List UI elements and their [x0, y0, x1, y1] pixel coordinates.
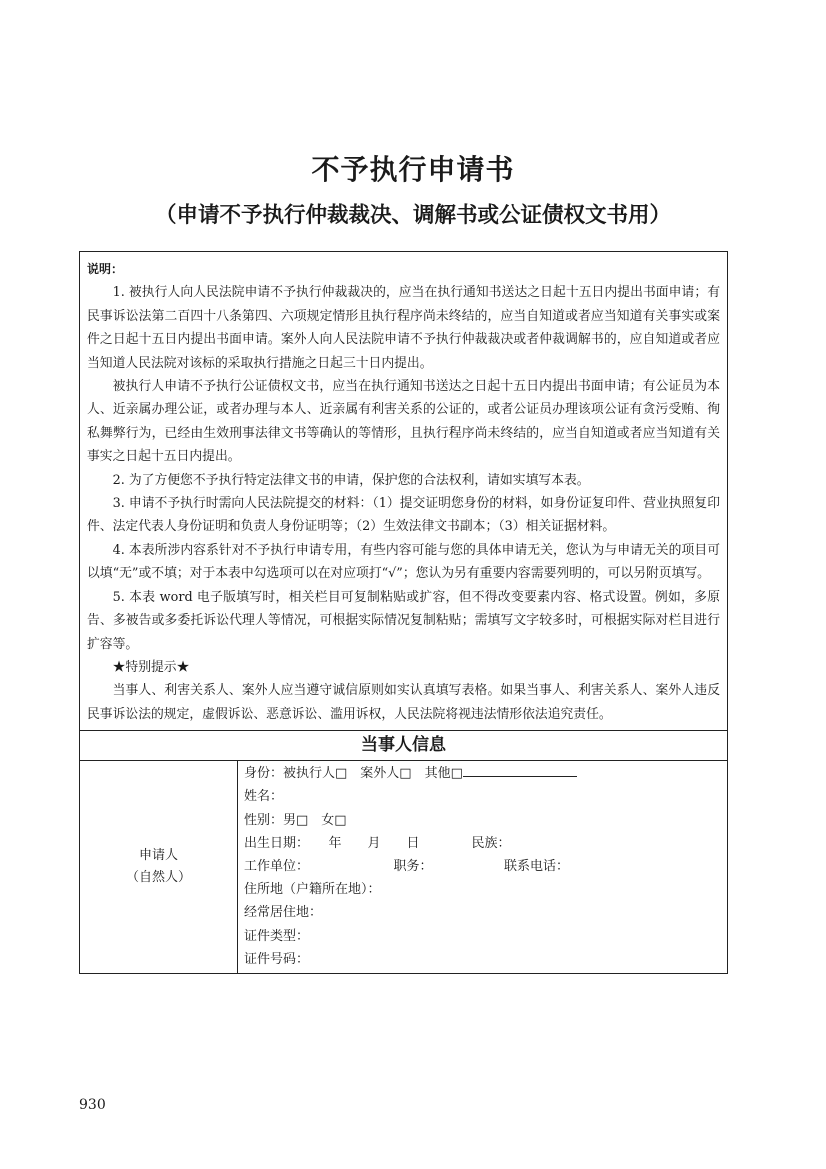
- domicile-field[interactable]: 住所地（户籍所在地）：: [244, 882, 381, 898]
- other-identity-blank[interactable]: [463, 764, 577, 777]
- special-notice-text: 当事人、利害关系人、案外人应当遵守诚信原则如实认真填写表格。如果当事人、利害关系人、案外人违反民事诉讼法的规定，虚假诉讼、恶意诉讼、滥用诉权，人民法院将视违法情形依法追究责任。: [87, 683, 720, 722]
- party-info-heading: 当事人信息: [80, 731, 727, 761]
- document-subtitle: （申请不予执行仲裁裁决、调解书或公证债权文书用）: [154, 203, 671, 228]
- applicant-label-type: （自然人）: [125, 870, 191, 886]
- special-notice-heading: ★特别提示★: [112, 659, 190, 675]
- instruction-paragraph: 1. 被执行人向人民法院申请不予执行仲裁裁决的，应当在执行通知书送达之日起十五日内提出书面申请；有民事诉讼法第二百四十八条第四、六项规定情形且执行程序尚未终结的，应当自知道或者应当知道有关事实或案件之日起十五日内提出书面申请。案外人向人民法院申请不予执行仲裁裁决或者仲裁调解书的，应自知道或者应当知道人民法院对该标的采取执行措施之日起三十日内提出。: [87, 285, 720, 371]
- instruction-paragraph: 5. 本表 word 电子版填写时，相关栏目可复制粘贴或扩容，但不得改变要素内容、格式设置。例如，多原告、多被告或多委托诉讼代理人等情况，可根据实际情况复制粘贴；需填写文字较多时，可根据实际对栏目进行扩容等。: [87, 589, 720, 652]
- identity-field[interactable]: [244, 762, 727, 785]
- document-title: 不予执行申请书: [311, 153, 515, 186]
- instructions-section: [80, 252, 727, 731]
- instructions-heading: 说明：: [87, 262, 124, 276]
- employer-position-phone-field[interactable]: 工作单位： 职务： 联系电话：: [244, 858, 570, 874]
- birth-date-ethnicity-field[interactable]: 出生日期： 年 月 日 民族：: [244, 835, 511, 851]
- instruction-paragraph: 被执行人申请不予执行公证债权文书，应当在执行通知书送达之日起十五日内提出书面申请；有公证员为本人、近亲属办理公证，或者办理与本人、近亲属有利害关系的公证的，或者公证员办理该项公证有贪污受贿、徇私舞弊行为，已经由生效刑事法律文书等确认的等情形，且执行程序尚未终结的，应当自知道或者应当知道有关事实之日起十五日内提出。: [87, 379, 720, 465]
- instruction-paragraph: 2. 为了方便您不予执行特定法律文书的申请，保护您的合法权利，请如实填写本表。: [112, 472, 590, 488]
- applicant-natural-person-row: [80, 761, 727, 973]
- instruction-paragraph: 3. 申请不予执行时需向人民法院提交的材料：（1）提交证明您身份的材料，如身份证复印件、营业执照复印件、法定代表人身份证明和负责人身份证明等；（2）生效法律文书副本；（3）相关证据材料。: [87, 496, 720, 535]
- applicant-fields: [238, 761, 727, 973]
- gender-field[interactable]: 性别：男□ 女□: [244, 812, 347, 828]
- application-form: [79, 251, 728, 974]
- applicant-label-title: 申请人: [138, 848, 178, 864]
- id-type-field[interactable]: 证件类型：: [244, 928, 310, 944]
- habitual-residence-field[interactable]: 经常居住地：: [244, 905, 323, 921]
- identity-field-label: 身份：被执行人□ 案外人□ 其他□: [244, 766, 463, 782]
- name-field[interactable]: 姓名：: [244, 789, 284, 805]
- id-number-field[interactable]: 证件号码：: [244, 951, 310, 967]
- instruction-paragraph: 4. 本表所涉内容系针对不予执行申请专用，有些内容可能与您的具体申请无关，您认为与申请无关的项目可以填“无”或不填；对于本表中勾选项可以在对应项打“√”；您认为另有重要内容需要列明的，可以另附页填写。: [87, 542, 720, 582]
- page-number: 930: [79, 1097, 106, 1113]
- applicant-label: [80, 761, 238, 973]
